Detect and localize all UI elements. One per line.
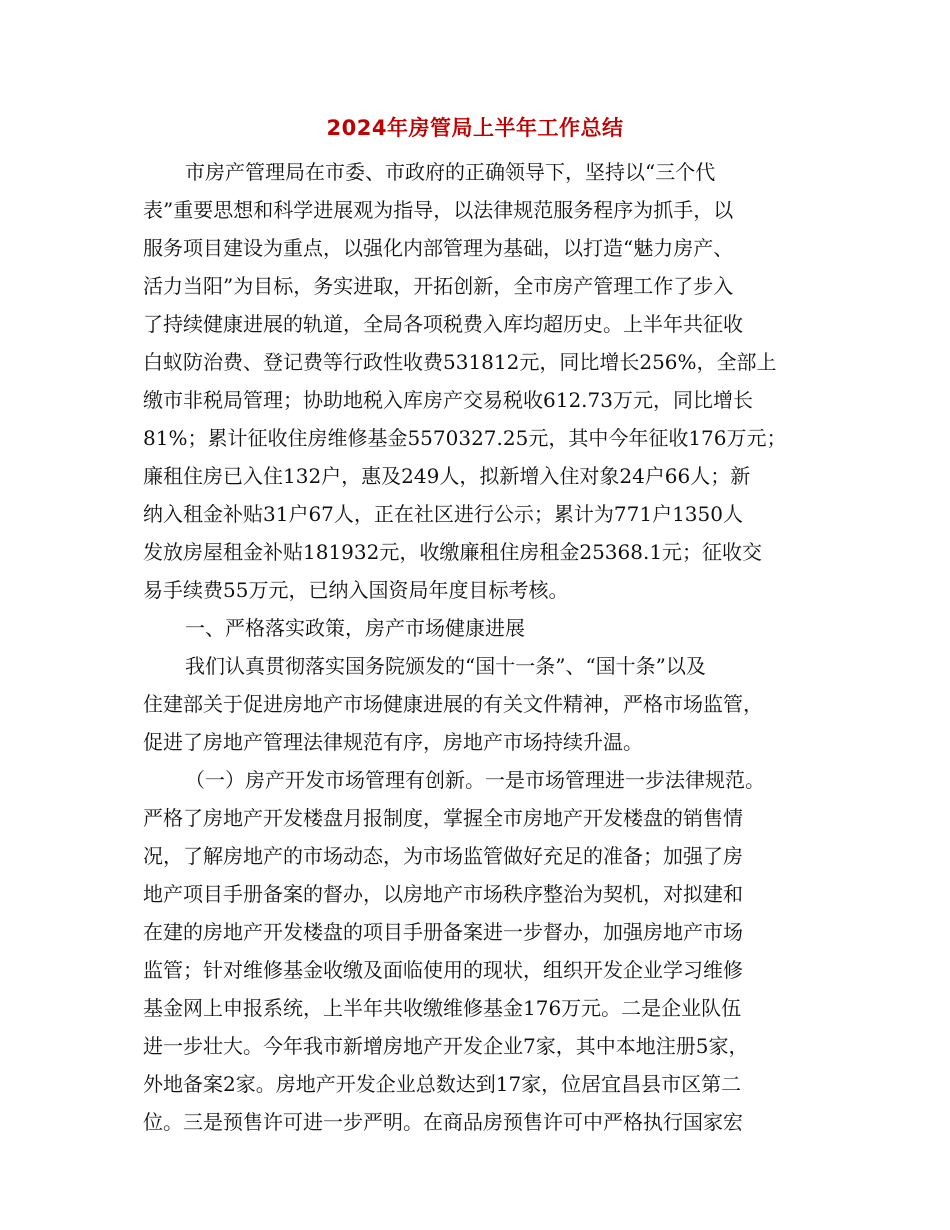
text-line: 市房产管理局在市委、市政府的正确领导下，坚持以“三个代 <box>185 160 716 184</box>
text-line: 81%；累计征收住房维修基金5570327.25元，其中今年征收176万元； <box>143 426 787 450</box>
text-line: 廉租住房已入住132户，惠及249人，拟新增入住对象24户66人；新 <box>143 464 751 488</box>
text-line: 况，了解房地产的市场动态，为市场监管做好充足的准备；加强了房 <box>143 844 743 868</box>
text-line: 在建的房地产开发楼盘的项目手册备案进一步督办，加强房地产市场 <box>143 920 743 944</box>
text-line: 进一步壮大。今年我市新增房地产开发企业7家，其中本地注册5家， <box>143 1034 749 1058</box>
text-line: 住建部关于促进房地产市场健康进展的有关文件精神，严格市场监管， <box>143 692 763 716</box>
text-line: 位。三是预售许可进一步严明。在商品房预售许可中严格执行国家宏 <box>143 1110 743 1134</box>
text-line: 地产项目手册备案的督办，以房地产市场秩序整治为契机，对拟建和 <box>143 882 743 906</box>
text-line: （一）房产开发市场管理有创新。一是市场管理进一步法律规范。 <box>185 768 765 792</box>
text-line: 活力当阳”为目标，务实进取，开拓创新，全市房产管理工作了步入 <box>143 274 734 298</box>
text-line: 严格了房地产开发楼盘月报制度，掌握全市房地产开发楼盘的销售情 <box>143 806 743 830</box>
text-line: 缴市非税局管理；协助地税入库房产交易税收612.73万元，同比增长 <box>143 388 753 412</box>
text-line: 白蚁防治费、登记费等行政性收费531812元，同比增长256%，全部上 <box>143 350 777 374</box>
document-body <box>143 153 803 1141</box>
text-line: 了持续健康进展的轨道，全局各项税费入库均超历史。上半年共征收 <box>143 312 743 336</box>
text-line: 监管；针对维修基金收缴及面临使用的现状，组织开发企业学习维修 <box>143 958 743 982</box>
text-line: 外地备案2家。房地产开发企业总数达到17家，位居宜昌县市区第二 <box>143 1072 742 1096</box>
text-line: 服务项目建设为重点，以强化内部管理为基础，以打造“魅力房产、 <box>143 236 734 260</box>
text-line: 发放房屋租金补贴181932元，收缴廉租住房租金25368.1元；征收交 <box>143 540 763 564</box>
document-title: 2024年房管局上半年工作总结 <box>326 116 624 140</box>
text-line: 易手续费55万元，已纳入国资局年度目标考核。 <box>143 578 569 602</box>
text-line: 一、严格落实政策，房产市场健康进展 <box>185 616 525 640</box>
text-line: 表”重要思想和科学进展观为指导，以法律规范服务程序为抓手，以 <box>143 198 734 222</box>
text-line: 促进了房地产管理法律规范有序，房地产市场持续升温。 <box>143 730 643 754</box>
text-line: 纳入租金补贴31户67人，正在社区进行公示；累计为771户1350人 <box>143 502 743 526</box>
text-line: 基金网上申报系统，上半年共收缴维修基金176万元。二是企业队伍 <box>143 996 742 1020</box>
text-line: 我们认真贯彻落实国务院颁发的“国十一条”、“国十条”以及 <box>185 654 706 678</box>
